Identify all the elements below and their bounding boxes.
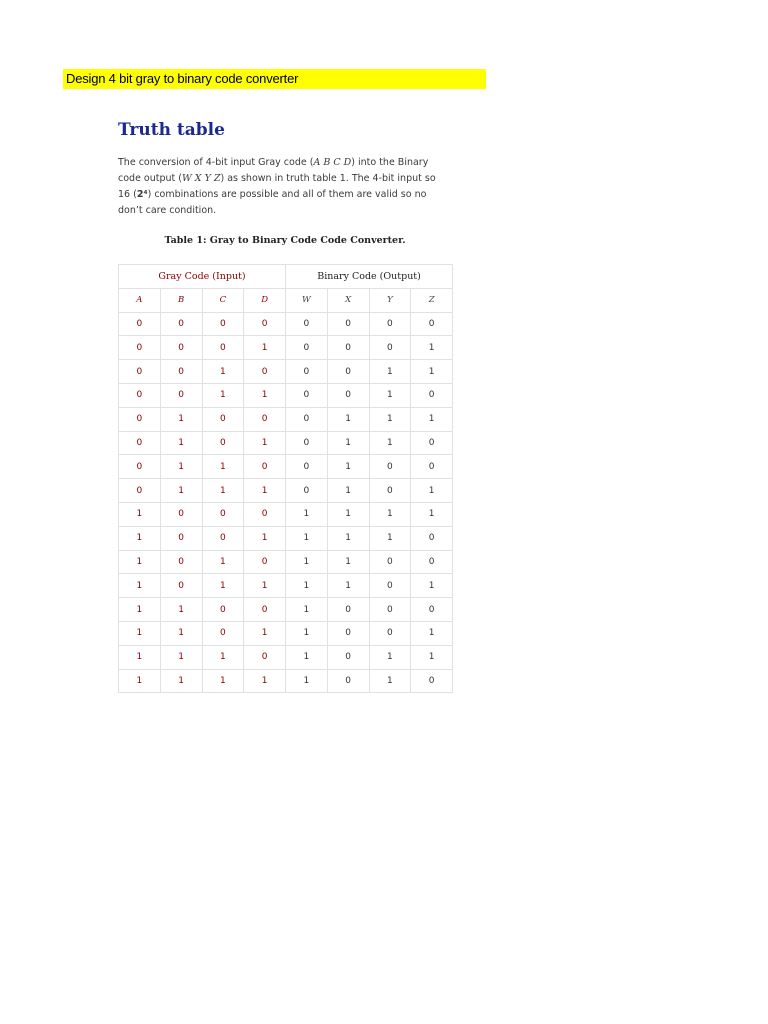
- table-cell-z: 0: [411, 550, 453, 574]
- table-cell-x: 1: [327, 479, 369, 503]
- table-cell-z: 1: [411, 360, 453, 384]
- table-cell-d: 0: [244, 455, 286, 479]
- table-cell-z: 0: [411, 383, 453, 407]
- table-cell-y: 0: [369, 479, 411, 503]
- table-cell-x: 0: [327, 621, 369, 645]
- table-row: [119, 479, 453, 503]
- table-cell-a: 1: [119, 574, 161, 598]
- table-cell-w: 0: [286, 336, 328, 360]
- intro-power: 2⁴: [136, 189, 148, 200]
- table-row: [119, 455, 453, 479]
- table-row: [119, 336, 453, 360]
- table-cell-a: 0: [119, 336, 161, 360]
- table-cell-b: 0: [160, 526, 202, 550]
- table-cell-w: 0: [286, 407, 328, 431]
- table-cell-w: 0: [286, 383, 328, 407]
- table-cell-x: 0: [327, 336, 369, 360]
- table-cell-a: 0: [119, 383, 161, 407]
- table-cell-z: 0: [411, 669, 453, 693]
- table-cell-y: 0: [369, 312, 411, 336]
- table-cell-d: 1: [244, 669, 286, 693]
- table-cell-c: 1: [202, 574, 244, 598]
- table-cell-x: 1: [327, 455, 369, 479]
- table-cell-z: 0: [411, 526, 453, 550]
- table-cell-y: 0: [369, 574, 411, 598]
- table-row: [119, 598, 453, 622]
- table-cell-y: 0: [369, 336, 411, 360]
- table-cell-d: 0: [244, 502, 286, 526]
- table-cell-a: 1: [119, 669, 161, 693]
- table-row: [119, 383, 453, 407]
- table-cell-z: 1: [411, 574, 453, 598]
- table-cell-c: 0: [202, 407, 244, 431]
- table-cell-a: 0: [119, 407, 161, 431]
- table-cell-x: 0: [327, 598, 369, 622]
- table-cell-x: 1: [327, 574, 369, 598]
- table-cell-a: 1: [119, 645, 161, 669]
- table-cell-w: 1: [286, 669, 328, 693]
- table-cell-w: 1: [286, 526, 328, 550]
- table-cell-d: 1: [244, 621, 286, 645]
- table-cell-y: 1: [369, 407, 411, 431]
- intro-text-3: ) as shown in truth table 1. The 4-bit input so 16 (: [118, 173, 436, 200]
- table-cell-d: 1: [244, 479, 286, 503]
- table-cell-y: 1: [369, 645, 411, 669]
- table-cell-d: 0: [244, 645, 286, 669]
- table-cell-c: 0: [202, 598, 244, 622]
- table-cell-d: 1: [244, 431, 286, 455]
- column-header-x: X: [327, 288, 369, 312]
- table-cell-b: 0: [160, 383, 202, 407]
- table-cell-a: 0: [119, 479, 161, 503]
- table-cell-w: 1: [286, 598, 328, 622]
- table-cell-x: 1: [327, 502, 369, 526]
- table-cell-w: 0: [286, 360, 328, 384]
- table-cell-x: 0: [327, 360, 369, 384]
- table-cell-y: 0: [369, 621, 411, 645]
- table-cell-y: 1: [369, 360, 411, 384]
- table-caption: Table 1: Gray to Binary Code Code Converter.: [164, 235, 406, 246]
- table-cell-z: 0: [411, 598, 453, 622]
- table-cell-c: 0: [202, 526, 244, 550]
- table-cell-a: 1: [119, 550, 161, 574]
- table-cell-w: 1: [286, 574, 328, 598]
- table-cell-x: 1: [327, 407, 369, 431]
- table-cell-b: 0: [160, 502, 202, 526]
- table-cell-z: 0: [411, 312, 453, 336]
- table-cell-d: 0: [244, 598, 286, 622]
- table-cell-x: 0: [327, 312, 369, 336]
- table-cell-d: 0: [244, 550, 286, 574]
- table-cell-d: 1: [244, 336, 286, 360]
- table-cell-b: 0: [160, 336, 202, 360]
- table-cell-a: 0: [119, 431, 161, 455]
- table-cell-z: 1: [411, 407, 453, 431]
- intro-text-1: The conversion of 4-bit input Gray code (: [118, 157, 314, 168]
- table-cell-y: 0: [369, 455, 411, 479]
- table-cell-z: 1: [411, 621, 453, 645]
- table-cell-d: 1: [244, 526, 286, 550]
- table-cell-b: 1: [160, 621, 202, 645]
- table-cell-z: 0: [411, 455, 453, 479]
- table-cell-b: 0: [160, 312, 202, 336]
- column-header-y: Y: [369, 288, 411, 312]
- column-header-w: W: [286, 288, 328, 312]
- intro-outputs-var: W X Y Z: [182, 173, 221, 184]
- table-cell-a: 0: [119, 312, 161, 336]
- table-cell-c: 0: [202, 336, 244, 360]
- table-row: [119, 526, 453, 550]
- table-cell-x: 0: [327, 645, 369, 669]
- table-cell-y: 1: [369, 669, 411, 693]
- table-cell-z: 1: [411, 645, 453, 669]
- column-header-a: A: [119, 288, 161, 312]
- table-cell-b: 1: [160, 645, 202, 669]
- table-cell-y: 1: [369, 526, 411, 550]
- table-row: [119, 407, 453, 431]
- column-header-c: C: [202, 288, 244, 312]
- table-cell-y: 1: [369, 431, 411, 455]
- truth-table-body: [119, 312, 453, 693]
- table-cell-d: 0: [244, 407, 286, 431]
- table-cell-y: 1: [369, 383, 411, 407]
- table-row: [119, 502, 453, 526]
- table-cell-d: 0: [244, 312, 286, 336]
- table-cell-b: 1: [160, 407, 202, 431]
- table-cell-c: 1: [202, 360, 244, 384]
- table-cell-c: 0: [202, 621, 244, 645]
- table-cell-c: 1: [202, 550, 244, 574]
- table-cell-a: 1: [119, 526, 161, 550]
- table-cell-a: 0: [119, 455, 161, 479]
- table-cell-c: 0: [202, 431, 244, 455]
- truth-table: [118, 264, 453, 693]
- table-row: [119, 312, 453, 336]
- intro-paragraph: [118, 155, 448, 219]
- table-cell-w: 1: [286, 502, 328, 526]
- table-cell-x: 0: [327, 669, 369, 693]
- table-cell-z: 1: [411, 336, 453, 360]
- table-cell-b: 1: [160, 598, 202, 622]
- intro-text-2: ) into the Binary code output (: [118, 157, 429, 184]
- table-row: [119, 621, 453, 645]
- table-cell-x: 1: [327, 550, 369, 574]
- table-cell-b: 0: [160, 550, 202, 574]
- table-row: [119, 645, 453, 669]
- table-cell-c: 0: [202, 312, 244, 336]
- table-cell-w: 1: [286, 621, 328, 645]
- column-header-d: D: [244, 288, 286, 312]
- table-cell-c: 0: [202, 502, 244, 526]
- table-cell-y: 1: [369, 502, 411, 526]
- section-title: Truth table: [118, 120, 225, 140]
- gray-code-input-header: Gray Code (Input): [119, 265, 286, 289]
- table-cell-w: 1: [286, 550, 328, 574]
- column-header-z: Z: [411, 288, 453, 312]
- table-cell-c: 1: [202, 645, 244, 669]
- table-cell-a: 0: [119, 360, 161, 384]
- table-cell-b: 1: [160, 455, 202, 479]
- table-cell-z: 0: [411, 431, 453, 455]
- table-cell-z: 1: [411, 479, 453, 503]
- table-cell-c: 1: [202, 455, 244, 479]
- table-cell-z: 1: [411, 502, 453, 526]
- table-row: [119, 669, 453, 693]
- table-cell-a: 1: [119, 598, 161, 622]
- column-header-b: B: [160, 288, 202, 312]
- table-cell-d: 0: [244, 360, 286, 384]
- table-row: [119, 550, 453, 574]
- page-heading: Design 4 bit gray to binary code converter: [66, 71, 299, 86]
- table-row: [119, 360, 453, 384]
- table-cell-b: 1: [160, 669, 202, 693]
- table-cell-c: 1: [202, 383, 244, 407]
- table-cell-d: 1: [244, 383, 286, 407]
- table-group-header-row: [119, 265, 453, 289]
- table-cell-b: 1: [160, 431, 202, 455]
- table-cell-a: 1: [119, 621, 161, 645]
- table-cell-w: 0: [286, 455, 328, 479]
- table-cell-x: 1: [327, 526, 369, 550]
- table-cell-d: 1: [244, 574, 286, 598]
- table-cell-c: 1: [202, 479, 244, 503]
- table-cell-a: 1: [119, 502, 161, 526]
- table-cell-b: 0: [160, 574, 202, 598]
- table-cell-b: 0: [160, 360, 202, 384]
- table-cell-c: 1: [202, 669, 244, 693]
- table-cell-w: 0: [286, 312, 328, 336]
- table-cell-x: 0: [327, 383, 369, 407]
- intro-inputs-var: A B C D: [313, 157, 352, 168]
- table-cell-w: 0: [286, 431, 328, 455]
- table-cell-y: 0: [369, 598, 411, 622]
- table-cell-w: 0: [286, 479, 328, 503]
- table-cell-b: 1: [160, 479, 202, 503]
- intro-text-4: ) combinations are possible and all of them are valid so no don’t care condition.: [118, 189, 427, 216]
- table-cell-y: 0: [369, 550, 411, 574]
- binary-code-output-header: Binary Code (Output): [286, 265, 453, 289]
- table-row: [119, 574, 453, 598]
- table-cell-w: 1: [286, 645, 328, 669]
- table-row: [119, 431, 453, 455]
- table-column-header-row: [119, 288, 453, 312]
- table-cell-x: 1: [327, 431, 369, 455]
